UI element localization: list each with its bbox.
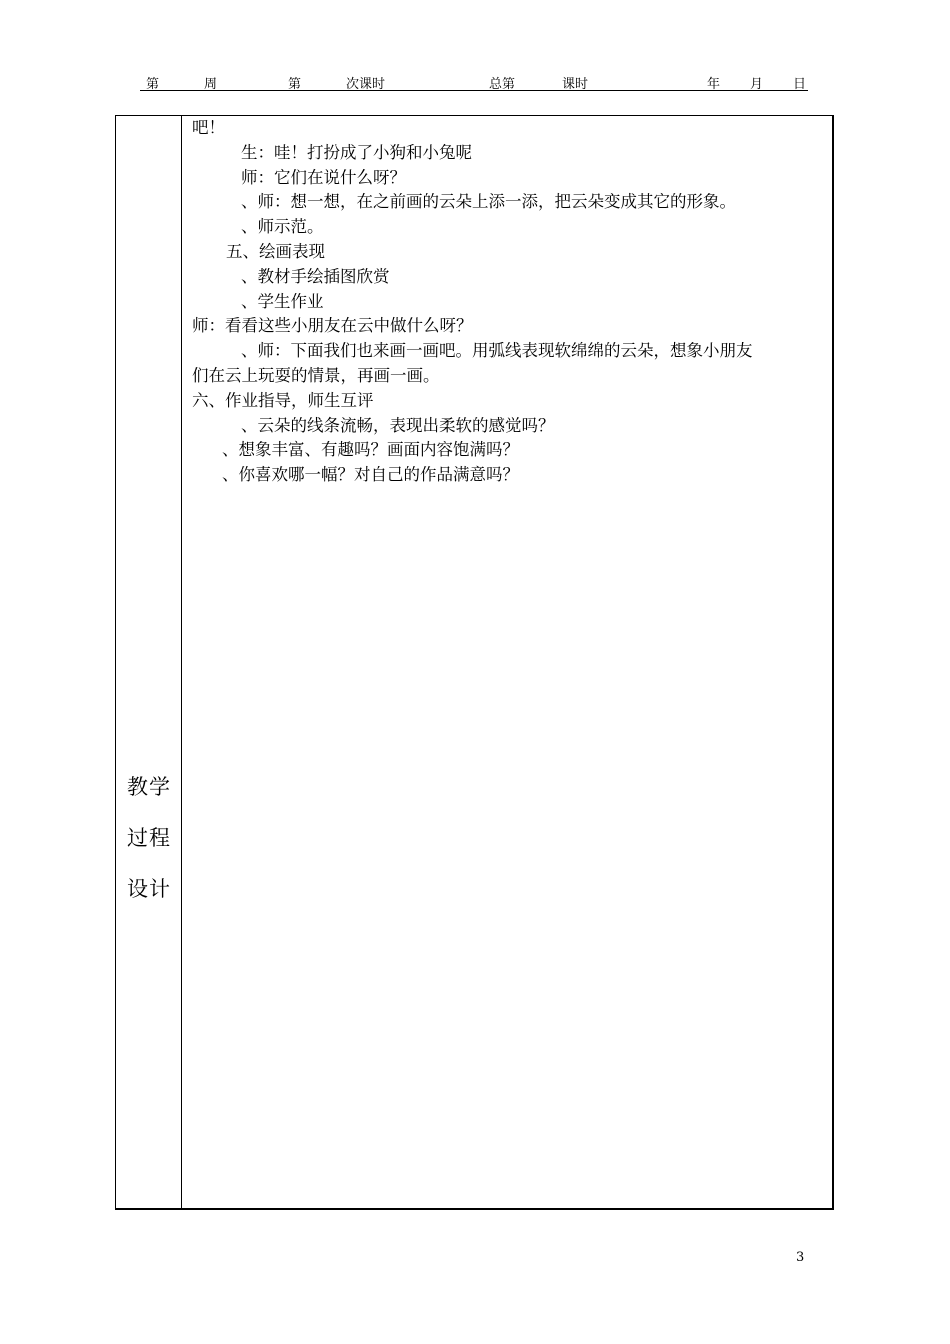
section-label-line-2: 过程: [127, 826, 171, 850]
content-line: 五、绘画表现: [226, 241, 325, 261]
year-label: 年: [707, 77, 721, 92]
week-prefix: 第: [146, 77, 160, 92]
content-line: 、云朵的线条流畅，表现出柔软的感觉吗？: [241, 415, 555, 435]
total-prefix: 总第: [489, 77, 516, 92]
lesson-table: [115, 115, 834, 1210]
lesson-prefix: 第: [288, 77, 302, 92]
content-line: 吧！: [192, 118, 225, 137]
content-line: 、学生作业: [241, 291, 324, 311]
content-line: 、你喜欢哪一幅？对自己的作品满意吗？: [222, 465, 519, 485]
day-label: 日: [793, 77, 807, 92]
content-line: 、师：想一想，在之前画的云朵上添一添，把云朵变成其它的形象。: [241, 192, 736, 212]
content-line: 、教材手绘插图欣赏: [241, 266, 390, 286]
content-line: 、师：下面我们也来画一画吧。用弧线表现软绵绵的云朵，想象小朋友: [241, 341, 753, 361]
content-line: 、师示范。: [241, 217, 324, 237]
content-line: 师：看看这些小朋友在云中做什么呀？: [192, 316, 473, 336]
content-line: 们在云上玩耍的情景，再画一画。: [192, 365, 440, 385]
month-label: 月: [750, 77, 764, 92]
week-suffix: 周: [204, 77, 218, 92]
content-line: 师：它们在说什么呀？: [241, 167, 406, 187]
content-line: 、想象丰富、有趣吗？画面内容饱满吗？: [222, 440, 519, 460]
section-label-line-1: 教学: [127, 775, 171, 799]
lesson-suffix: 次课时: [346, 77, 386, 92]
page-number: 3: [796, 1250, 805, 1265]
content-line: 生：哇！打扮成了小狗和小兔呢: [241, 142, 472, 162]
lesson-content-cell: [192, 116, 832, 488]
section-label-cell: [116, 116, 182, 1208]
total-suffix: 课时: [562, 77, 589, 92]
page-header: [140, 70, 808, 91]
content-line: 六、作业指导，师生互评: [192, 390, 374, 410]
section-label-line-3: 设计: [127, 877, 171, 901]
